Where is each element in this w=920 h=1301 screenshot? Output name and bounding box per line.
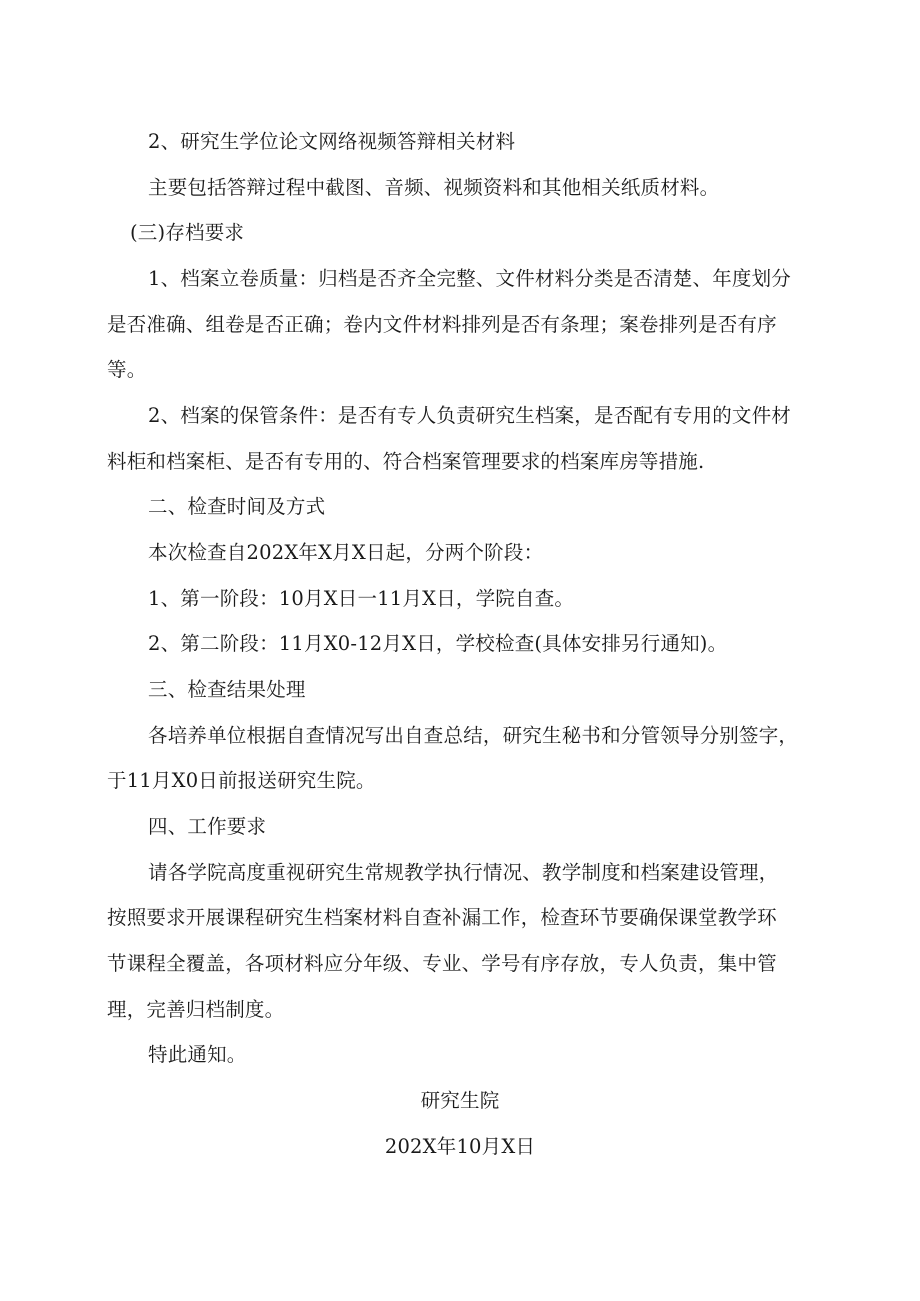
paragraph-result-handling-line1: 各培养单位根据自查情况写出自查总结，研究生秘书和分管领导分别签字，	[148, 724, 799, 747]
item-phase-one: 1、第一阶段：10月X日一11月X日，学院自查。	[148, 587, 575, 610]
paragraph-work-requirements-line2: 按照要求开展课程研究生档案材料自查补漏工作，检查环节要确保课堂教学环	[107, 906, 777, 929]
heading-inspection-time: 二、检查时间及方式	[148, 495, 326, 518]
paragraph-result-handling-line2: 于11月X0日前报送研究生院。	[107, 769, 376, 792]
heading-archive-requirements: (三)存档要求	[130, 221, 245, 244]
item-phase-two: 2、第二阶段：11月X0-12月X日，学校检查(具体安排另行通知)。	[148, 632, 728, 655]
paragraph-materials-content: 主要包括答辩过程中截图、音频、视频资料和其他相关纸质材料。	[148, 176, 720, 199]
paragraph-work-requirements-line4: 理，完善归档制度。	[107, 998, 285, 1021]
heading-result-handling: 三、检查结果处理	[148, 678, 306, 701]
item-archive-quality-line1: 1、档案立卷质量：归档是否齐全完整、文件材料分类是否清楚、年度划分	[148, 267, 792, 290]
item-archive-quality-line3: 等。	[107, 358, 147, 381]
heading-work-requirements: 四、工作要求	[148, 815, 267, 838]
signature-org: 研究生院	[420, 1089, 500, 1112]
item-storage-conditions-line1: 2、档案的保管条件：是否有专人负责研究生档案，是否配有专用的文件材	[148, 404, 792, 427]
closing-notice: 特此通知。	[148, 1043, 247, 1066]
paragraph-work-requirements-line3: 节课程全覆盖，各项材料应分年级、专业、学号有序存放，专人负责，集中管	[107, 952, 777, 975]
item-archive-quality-line2: 是否准确、组卷是否正确；卷内文件材料排列是否有条理；案卷排列是否有序	[107, 313, 777, 336]
item-video-defense-materials: 2、研究生学位论文网络视频答辩相关材料	[148, 130, 516, 153]
paragraph-inspection-start: 本次检查自202X年X月X日起，分两个阶段：	[148, 541, 544, 564]
signature-date: 202X年10月X日	[384, 1135, 536, 1158]
paragraph-work-requirements-line1: 请各学院高度重视研究生常规教学执行情况、教学制度和档案建设管理，	[148, 861, 779, 884]
item-storage-conditions-line2: 料柜和档案柜、是否有专用的、符合档案管理要求的档案库房等措施.	[107, 450, 705, 473]
